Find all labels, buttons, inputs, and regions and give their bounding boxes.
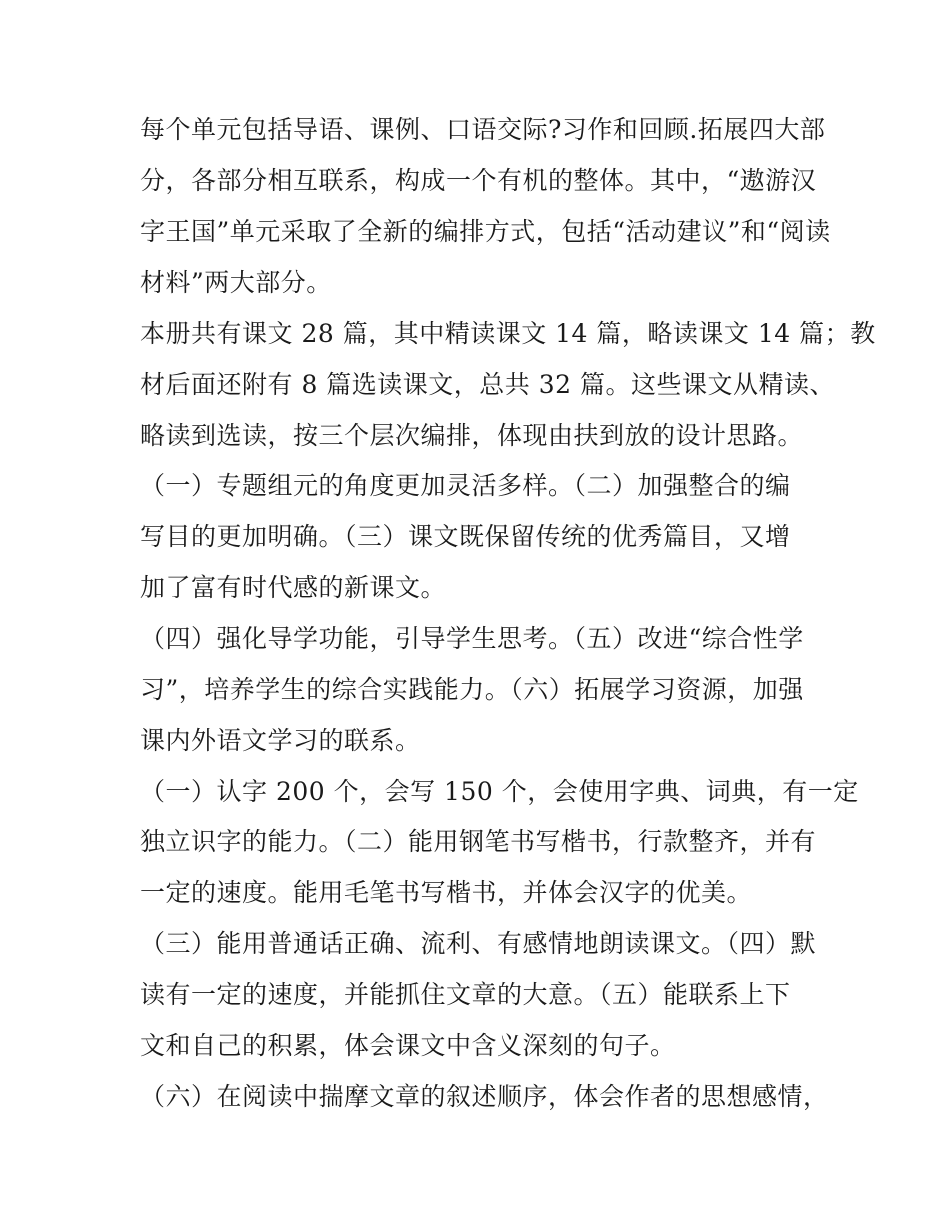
text-line: （一）认字 200 个，会写 150 个，会使用字典、词典，有一定: [140, 777, 859, 806]
text-line: 每个单元包括导语、课例、口语交际?习作和回顾.拓展四大部: [140, 115, 826, 144]
text-line: 字王国”单元采取了全新的编排方式，包括“活动建议”和“阅读: [140, 217, 831, 246]
text-line: 课内外语文学习的联系。: [140, 726, 421, 755]
text-line: （六）在阅读中揣摩文章的叙述顺序，体会作者的思想感情，: [140, 1082, 829, 1111]
text-line: 写目的更加明确。（三）课文既保留传统的优秀篇目，又增: [140, 522, 791, 551]
text-line: 材料”两大部分。: [140, 268, 332, 297]
text-line: 加了富有时代感的新课文。: [140, 573, 447, 602]
text-line: 略读到选读，按三个层次编排，体现由扶到放的设计思路。: [140, 421, 804, 450]
text-line: （四）强化导学功能，引导学生思考。（五）改进“综合性学: [140, 624, 804, 653]
text-line: 独立识字的能力。（二）能用钢笔书写楷书，行款整齐，并有: [140, 827, 817, 856]
text-line: 文和自己的积累，体会课文中含义深刻的句子。: [140, 1031, 676, 1060]
text-line: 读有一定的速度，并能抓住文章的大意。（五）能联系上下: [140, 980, 791, 1009]
text-line: 一定的速度。能用毛笔书写楷书，并体会汉字的优美。: [140, 878, 753, 907]
text-line: 分，各部分相互联系，构成一个有机的整体。其中，“遨游汉: [140, 166, 817, 195]
text-line: （三）能用普通话正确、流利、有感情地朗读课文。（四）默: [140, 929, 817, 958]
text-line: 习”，培养学生的综合实践能力。（六）拓展学习资源，加强: [140, 675, 804, 704]
text-line: （一）专题组元的角度更加灵活多样。（二）加强整合的编: [140, 471, 791, 500]
text-line: 材后面还附有 8 篇选读课文，总共 32 篇。这些课文从精读、: [140, 370, 836, 399]
text-line: 本册共有课文 28 篇，其中精读课文 14 篇，略读课文 14 篇；教: [140, 319, 876, 348]
